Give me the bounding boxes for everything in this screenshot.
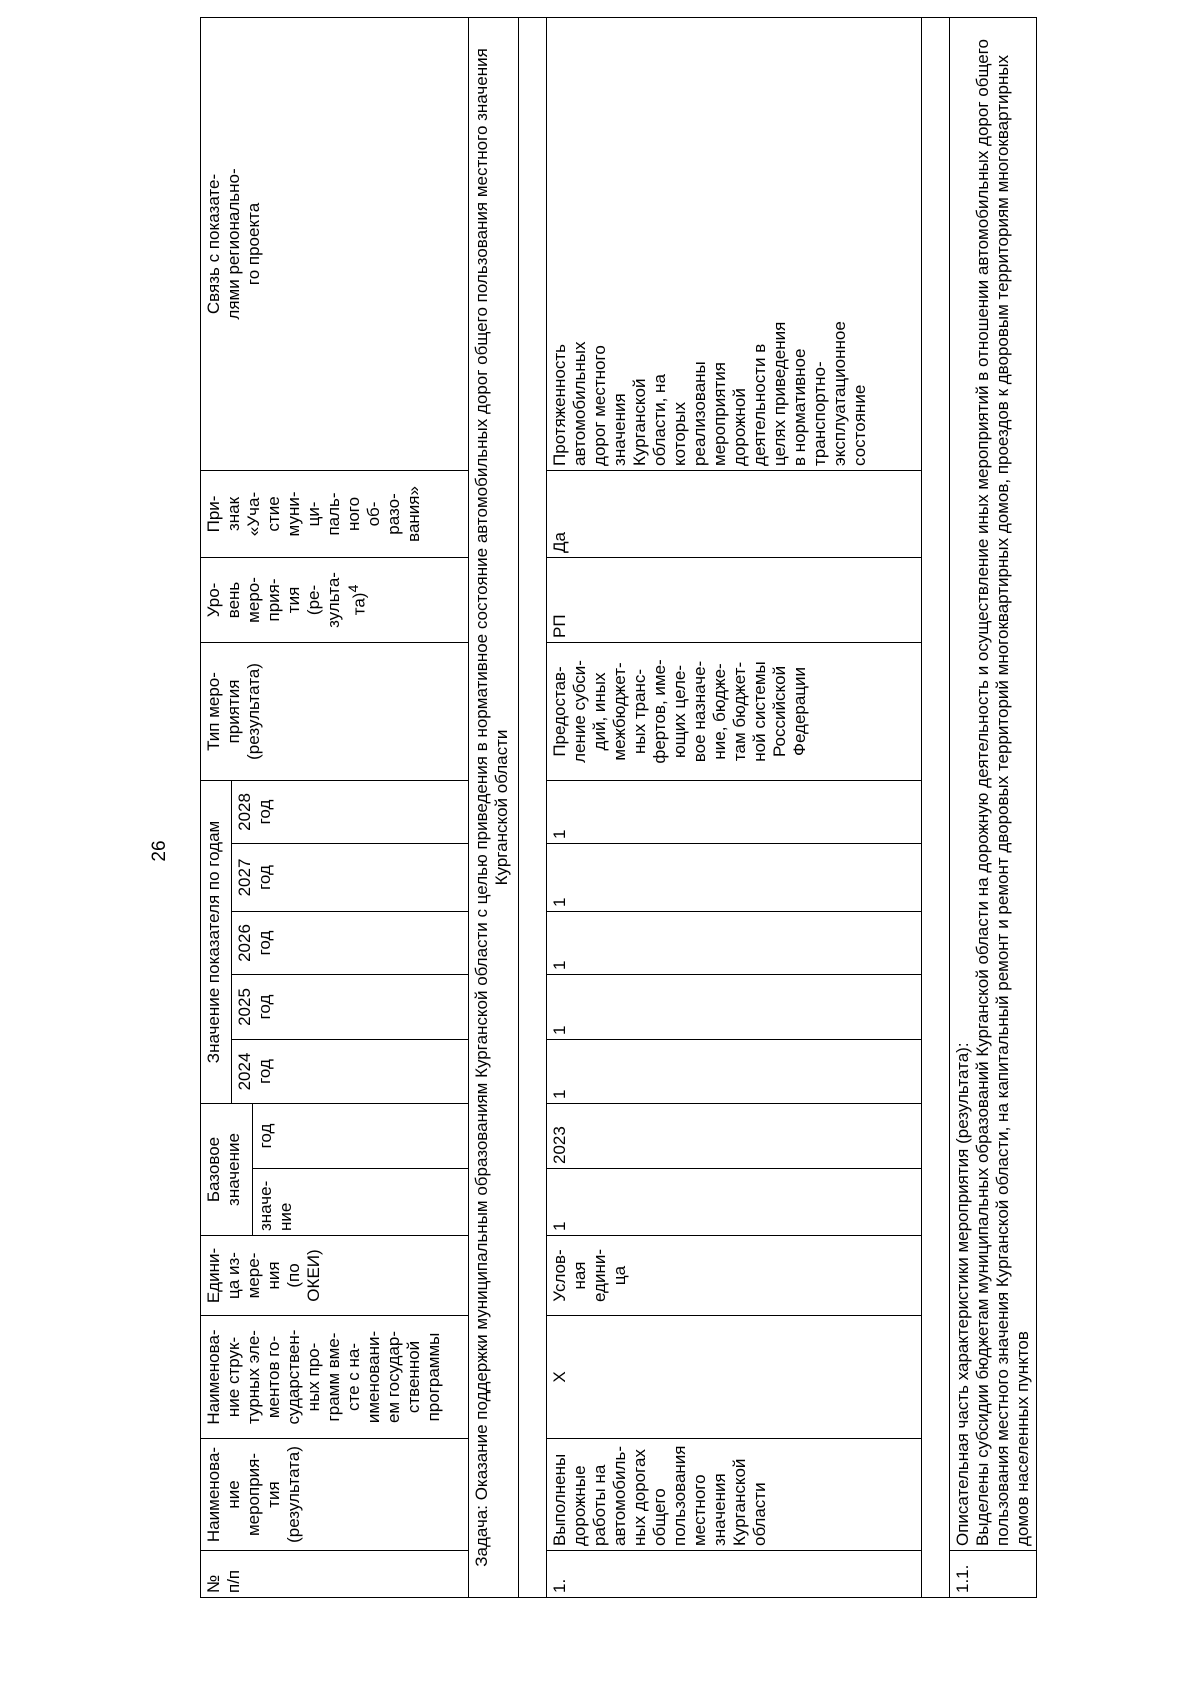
header-base: Базовое значение	[201, 1103, 253, 1235]
row1-2024: 1	[547, 1039, 922, 1103]
row1-num: 1.	[547, 1551, 922, 1598]
row11-text: Описательная часть характеристики мероприятия (результата): Выделены субсидии бюджетам муниципальных образований Курганской области на дорожную деятельность и осуществление иных мероприятий в отношении автомобильных дорог общего пользования местного значения Курганской области, на капитальный ремонт и ремонт дворовых территорий многоквартирных домов, проездов к дворовым территориям многоквартирных домов населенных пунктов	[950, 17, 1037, 1550]
header-level-text: Уро- вень меро- прия- тия (ре- зульта- та)	[204, 572, 369, 628]
header-2024: 2024 год	[232, 1039, 469, 1103]
header-struct: Наименова- ние струк- турных эле- ментов го- сударствен- ных про- грамм вме- сте с на- именовани- ем государ- ственной программы	[201, 1316, 469, 1439]
header-level-footnote: 4	[346, 584, 362, 593]
header-base-year: год	[253, 1103, 469, 1168]
row1-2026: 1	[547, 911, 922, 974]
spacer-cell-2	[922, 17, 950, 1597]
task-row	[469, 17, 519, 1597]
header-type: Тип меро- приятия (результата)	[201, 642, 469, 780]
header-name: Наименова- ние мероприя- тия (результата)	[201, 1439, 469, 1551]
row1-unit: Услов- ная едини- ца	[547, 1236, 922, 1316]
row1-name: Выполнены дорожные работы на автомобиль- ных дорогах общего пользования местного значения Курганской области	[547, 1439, 922, 1551]
page-number: 26	[149, 840, 170, 862]
header-years-group: Значение показателя по годам	[201, 780, 232, 1103]
row1-level: РП	[547, 557, 922, 642]
measures-table	[200, 17, 1037, 1598]
header-row-1	[201, 17, 232, 1597]
header-link: Связь с показате- лями регионально- го проекта	[201, 17, 469, 470]
rotated-table-wrapper	[200, 39, 1130, 1598]
row11-num: 1.1.	[950, 1551, 1037, 1598]
row1-2025: 1	[547, 974, 922, 1039]
row1-flag: Да	[547, 470, 922, 557]
header-2025: 2025 год	[232, 974, 469, 1039]
row1-2027: 1	[547, 843, 922, 911]
row1-type: Предостав- ление субси- дий, иных межбюджет- ных транс- фертов, име- ющих целе- вое назначе- ние, бюдже- там бюджет- ной системы Российской Федерации	[547, 642, 922, 780]
table-row	[547, 17, 922, 1597]
header-unit: Едини- ца из- мере- ния (по ОКЕИ)	[201, 1236, 469, 1316]
header-2028: 2028 год	[232, 780, 469, 843]
table-row-1-1	[950, 17, 1037, 1597]
task-text: Задача: Оказание поддержки муниципальным образованиям Курганской области с целью приведения в нормативное состояние автомобильных дорог общего пользования местного значения Курганской области	[469, 17, 519, 1597]
row1-base-year: 2023	[547, 1103, 922, 1168]
header-flag: При- знак «Уча- стие муни- ци- паль- ного об- разо- вания»	[201, 470, 469, 557]
row1-struct: Х	[547, 1316, 922, 1439]
header-level	[201, 557, 469, 642]
row1-link: Протяженность автомобильных дорог местного значения Курганской области, на которых реализованы мероприятия дорожной деятельности в целях приведения в нормативное транспортно- эксплуатационное состояние	[547, 17, 922, 470]
spacer-row-2	[922, 17, 950, 1597]
spacer-cell	[519, 17, 547, 1597]
header-base-value: значе- ние	[253, 1169, 469, 1236]
header-2026: 2026 год	[232, 911, 469, 974]
header-num: № п/п	[201, 1551, 469, 1598]
row1-2028: 1	[547, 780, 922, 843]
row1-base-value: 1	[547, 1169, 922, 1236]
spacer-row	[519, 17, 547, 1597]
header-2027: 2027 год	[232, 843, 469, 911]
